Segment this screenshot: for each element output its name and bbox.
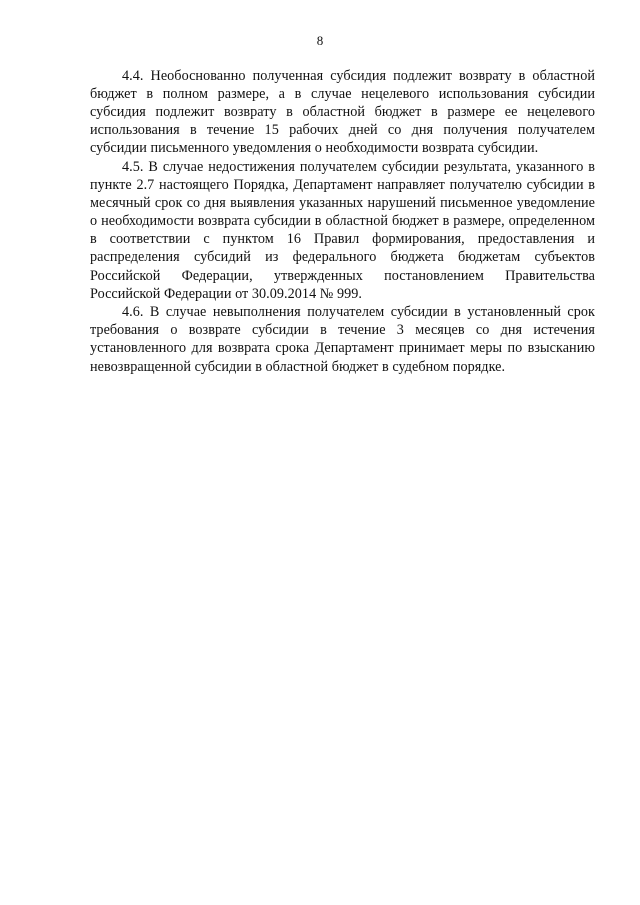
paragraph-4-4: 4.4. Необоснованно полученная субсидия подлежит возврату в областной бюджет в полном размере, а в случае нецелевого использования субсидии субсидия подлежит возврату в областной бюджет в размере ее нецелевого использования в течение 15 рабочих дней со дня получения получателем субсидии письменного уведомления о необходимости возврата субсидии. — [90, 68, 595, 157]
page-number: 8 — [316, 33, 324, 48]
paragraph-4-6: 4.6. В случае невыполнения получателем субсидии в установленный срок требования о возврате субсидии в течение 3 месяцев со дня истечения установленного для возврата срока Департамент принимает меры по взысканию невозвращенной субсидии в областной бюджет в судебном порядке. — [90, 304, 595, 375]
paragraph-4-5: 4.5. В случае недостижения получателем субсидии результата, указанного в пункте 2.7 настоящего Порядка, Департамент направляет получателю субсидии в месячный срок со дня выявления указанных нарушений письменное уведомление о необходимости возврата субсидии в областной бюджет в размере, определенном в соответствии с пунктом 16 Правил формирования, предоставления и распределения субсидий из федерального бюджета бюджетам субъектов Российской Федерации, утвержденных постановлением Правительства Российской Федерации от 30.09.2014 № 999. — [90, 158, 595, 302]
document-body — [90, 67, 595, 376]
